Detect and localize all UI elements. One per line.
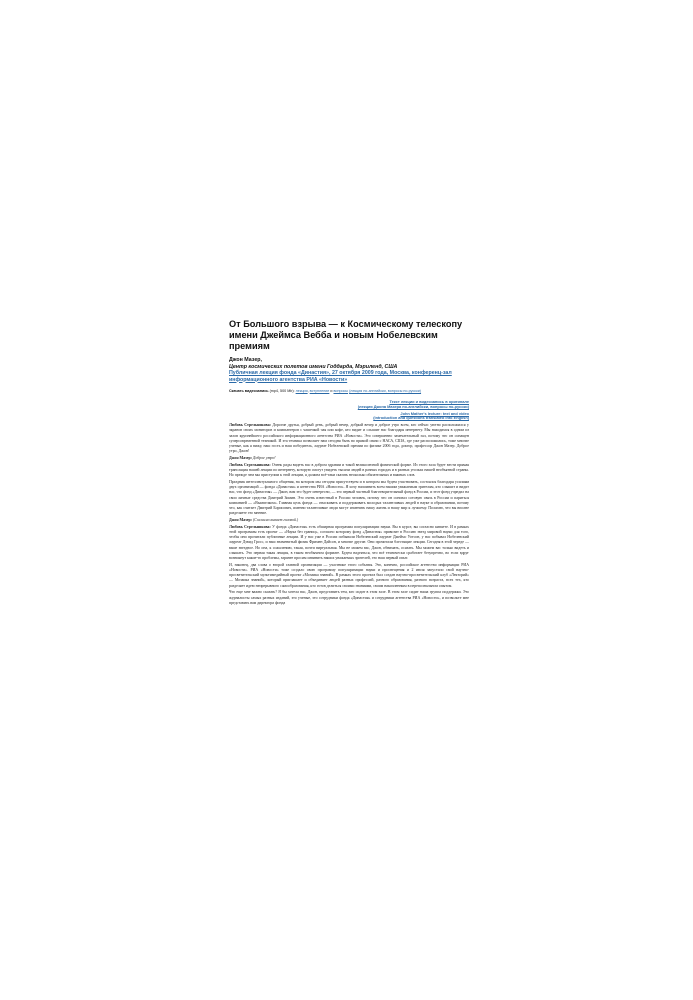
author-name: Джон Мазер, (229, 357, 263, 363)
transcript-paragraph: Любовь Стрельникова: Дорогие друзья, добрый день, добрый вечер, добрый вечер и доброе утро всем, кто сейчас уютно расположился у экранов своих мониторов и компьютеров с чашечкой чая или кофе, кто видит и слышит нас благодаря интернету. Мы находимся в одном из залов крупнейшего российского информационного агентства РИА «Новости». Это совершенно замечательный зал, потому что он оснащен суперсовременной техникой. И эта техника позволяет нам сегодня быть во прямой связи с НАСА, США, где уже расположились, тоже многие ученые, как я вижу, наш гость и наш победитель, лауреат Нобелевской премии по физике 2006 года, доктор, профессор Джон Мазер. Доброе утро, Джон! (229, 423, 469, 454)
download-lang-note-link[interactable]: (лекция по-английски, вопросы по-русски) (349, 389, 422, 393)
speaker-name: Джон Мазер: (229, 456, 252, 460)
side-links (229, 400, 469, 421)
speaker-name: Любовь Стрельникова: (229, 462, 271, 467)
transcript-paragraph: Праздник интеллектуального общения, на котором мы сегодня присутствуем и в котором мы будем участвовать, состоялся благодаря усилиям двух организаций — фонда «Династия» и агентства РИА «Новости». Я хочу напомнить всем нашим уважаемым зрителям, кто слышит и видит нас, что фонд «Династия» — Джон, вам это будет интересно, — это первый частный благотворительный фонд в России, и этот фонд учредил на свои личные средства Дмитрий Зимин. Это очень известный в России человек, потому что он основал сотовую связь в России и париться компанией — «Вымпелком». Главная цель фонда — отыскивать и поддерживать молодых талантливых людей в науке и образовании, потому что, как считает Дмитрий Борисович, именно талантливые люди могут изменить нашу жизнь и нашу мир к лучшему. Полагаю, что вы вполне разделяете это мнение. (229, 480, 469, 516)
download-video: Скачать видеозапись (mp4, 500 Mb): лекция, вступление и вопросы (лекция по-английски, вопросы по-русски) (229, 389, 422, 393)
transcript-paragraph: И, наконец, два слова о второй главной организации — участнике этого события. Это, конечно, российское агентство информации РИА «Новости». РИА «Новости» тоже создало свою программу популяризации науки и просвещения и 2 июля запустило свой научно-просветительский мультимедийный проект «Мозаика знаний». В рамках этого проекта был создан научно-просветительский клуб «Лекторий» — Мозаика знаний», который приглашает и объединяет людей разных профессий, разного образования, разного возраста, всех тех, кто разделяет идею непрерывного самообразования, кто готов делиться своими знаниями, своим накопленным в переполнальном опытом. (229, 562, 469, 588)
speaker-name: Любовь Стрельникова: (229, 524, 271, 529)
download-questions-link[interactable]: вопросы (333, 389, 349, 393)
english-text-note-link[interactable]: (introduction and questions translated into English) (373, 415, 469, 421)
english-text-link[interactable]: John Mather's lecture: text and video (400, 410, 469, 416)
lecture-event-link[interactable]: Публичная лекция фонда «Династия», 27 октября 2009 года, Москва, конференц-зал информационного агентства РИА «Новости» (229, 370, 452, 383)
article (229, 319, 469, 608)
transcript-paragraph: Джон Мазер: Доброе утро! (229, 456, 276, 460)
speaker-name: Джон Мазер: (229, 518, 252, 523)
transcript-paragraph: Любовь Стрельникова: У фонда «Династия» есть обширная программа популяризации науки. Вы в курсе, вы согласно киваете. И в рамках этой программы есть проект — «Наука без границ», согласно которому фонд «Династия» привозит в Россию звезд мировой науки для того, чтобы они прочитали публичные лекции. И у нас уже в России побывали Нобелевский лауреат Джеймс Уотсон, у нас побывал Нобелевский лауреат Дэвид Гросс, и наш знаменитый физик Фримен Дайсон, и многие другие. Они прочитали блестящие лекции. Сегодня в этой череде — ваше звездное. Но она, к сожалению, такая, почти виртуальная. Мы не можем вас, Джон, обнимать, осязать. Мы можем вас только видеть и слышать. Это первая такая лекция, в таком необычном формате. Будем надеяться, что всё технически сработает безупречно, во если вдруг возникнут какие-то проблемы, заранее просим извинить наших уважаемых зрителей, это наш первый опыт. (229, 524, 469, 561)
original-text-link[interactable]: Текст лекции и видеозапись в оригинале (389, 399, 469, 404)
download-and: и (330, 389, 333, 393)
transcript-paragraph: Что еще мне важно сказать? Я бы хотела вас, Джон, представить тем, кто сидит в этом зале. В этом зале сидит наша группа поддержки. Это журналисты самых разных изданий, это ученые, это сотрудники фонда «Династия» и сотрудники агентства РИА «Новости», и позвольте мне представить вам директора фонда (229, 590, 469, 605)
download-intro-link[interactable]: вступление (309, 389, 330, 393)
download-size: (mp4, 500 Mb): (269, 389, 295, 393)
original-text-note-link[interactable]: (лекция Джона Мазера по-английски, вопросы по-русски) (357, 403, 469, 409)
download-label: Скачать видеозапись (229, 389, 269, 393)
speaker-name: Любовь Стрельникова: (229, 423, 271, 428)
author-affiliation: Центр космических полетов имени Годдарда, Мэриленд, США (229, 363, 398, 370)
transcript-paragraph: Джон Мазер: (Согласно кивает головой.) (229, 518, 299, 523)
transcript (229, 423, 469, 606)
download-lecture-link[interactable]: лекция (295, 389, 308, 393)
transcript-paragraph: Любовь Стрельникова: Очень рады видеть вас в добром здравии и такой великолепной физической форме. Из этого зала будет вести прямая трансляция нашей лекции по интернету, которую смогут увидеть тысячи людей в разных городах и в разных уголках нашей необъятной страны. Но прежде чем мы приступим к этой лекции, я должна всё-таки сказать несколько обязательных и важных слов. (229, 462, 469, 478)
article-title: От Большого взрыва — к Космическому телескопу имени Джеймса Вебба и новым Нобелевским премиям (229, 319, 463, 351)
